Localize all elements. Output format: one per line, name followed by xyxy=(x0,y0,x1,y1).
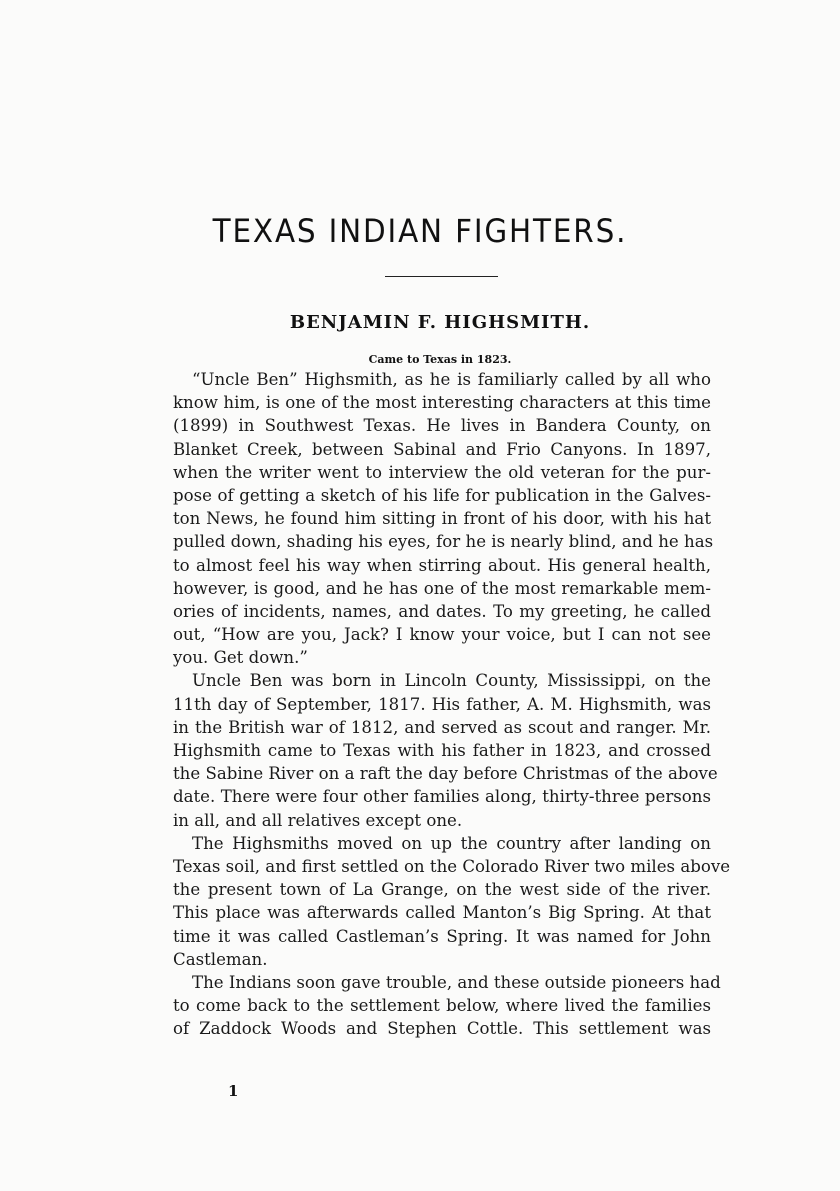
book-title: TEXAS INDIAN FIGHTERS. xyxy=(212,212,628,250)
chapter-subtitle: Came to Texas in 1823. xyxy=(368,353,512,366)
text-line: time it was called Castleman’s Spring. It was named for John xyxy=(173,926,711,946)
text-line: (1899) in Southwest Texas. He lives in Bandera County, on xyxy=(173,416,711,436)
text-line: Highsmith came to Texas with his father in 1823, and crossed xyxy=(173,741,711,760)
text-line: Blanket Creek, between Sabinal and Frio Canyons. In 1897, xyxy=(173,439,711,459)
text-line: however, is good, and he has one of the most remarkable mem- xyxy=(173,578,711,598)
text-line: “Uncle Ben” Highsmith, as he is familiarly called by all who xyxy=(192,370,711,389)
text-line: ton News, he found him sitting in front of his door, with his hat xyxy=(173,509,711,529)
text-line: in the British war of 1812, and served as scout and ranger. Mr. xyxy=(173,717,711,737)
text-line: The Highsmiths moved on up the country after landing on xyxy=(192,833,711,853)
text-line: Uncle Ben was born in Lincoln County, Mississippi, on the xyxy=(192,671,711,691)
text-line: know him, is one of the most interesting characters at this time xyxy=(173,393,711,413)
text-line: to come back to the settlement below, where lived the families xyxy=(173,996,711,1016)
paragraph xyxy=(173,971,721,1041)
text-line: in all, and all relatives except one. xyxy=(173,810,463,830)
text-line: date. There were four other families along, thirty-three persons xyxy=(173,787,711,807)
title-divider xyxy=(385,276,498,277)
text-line: Texas soil, and first settled on the Colorado River two miles above xyxy=(173,856,731,876)
page-number: 1 xyxy=(228,1082,239,1100)
text-line: The Indians soon gave trouble, and these outside pioneers had xyxy=(192,972,721,992)
paragraph xyxy=(173,669,718,831)
text-line: pulled down, shading his eyes, for he is nearly blind, and he has xyxy=(173,532,714,552)
text-line: the present town of La Grange, on the west side of the river. xyxy=(173,880,711,900)
text-line: 11th day of September, 1817. His father, A. M. Highsmith, was xyxy=(173,694,711,714)
text-line: ories of incidents, names, and dates. To my greeting, he called xyxy=(173,601,711,621)
paragraph xyxy=(173,368,714,669)
text-line: Castleman. xyxy=(173,949,268,969)
body-text xyxy=(173,368,731,1040)
text-line: to almost feel his way when stirring about. His general health, xyxy=(173,555,711,575)
text-line: you. Get down.” xyxy=(173,648,308,668)
text-line: of Zaddock Woods and Stephen Cottle. This settlement was xyxy=(173,1019,711,1039)
text-line: This place was afterwards called Manton’s Big Spring. At that xyxy=(173,903,711,923)
paragraph xyxy=(173,832,731,971)
text-line: pose of getting a sketch of his life for publication in the Galves- xyxy=(173,485,711,505)
text-line: when the writer went to interview the old veteran for the pur- xyxy=(173,462,711,482)
chapter-title: BENJAMIN F. HIGHSMITH. xyxy=(289,312,591,333)
text-line: the Sabine River on a raft the day before Christmas of the above xyxy=(173,764,718,784)
text-line: out, “How are you, Jack? I know your voice, but I can not see xyxy=(173,625,711,645)
